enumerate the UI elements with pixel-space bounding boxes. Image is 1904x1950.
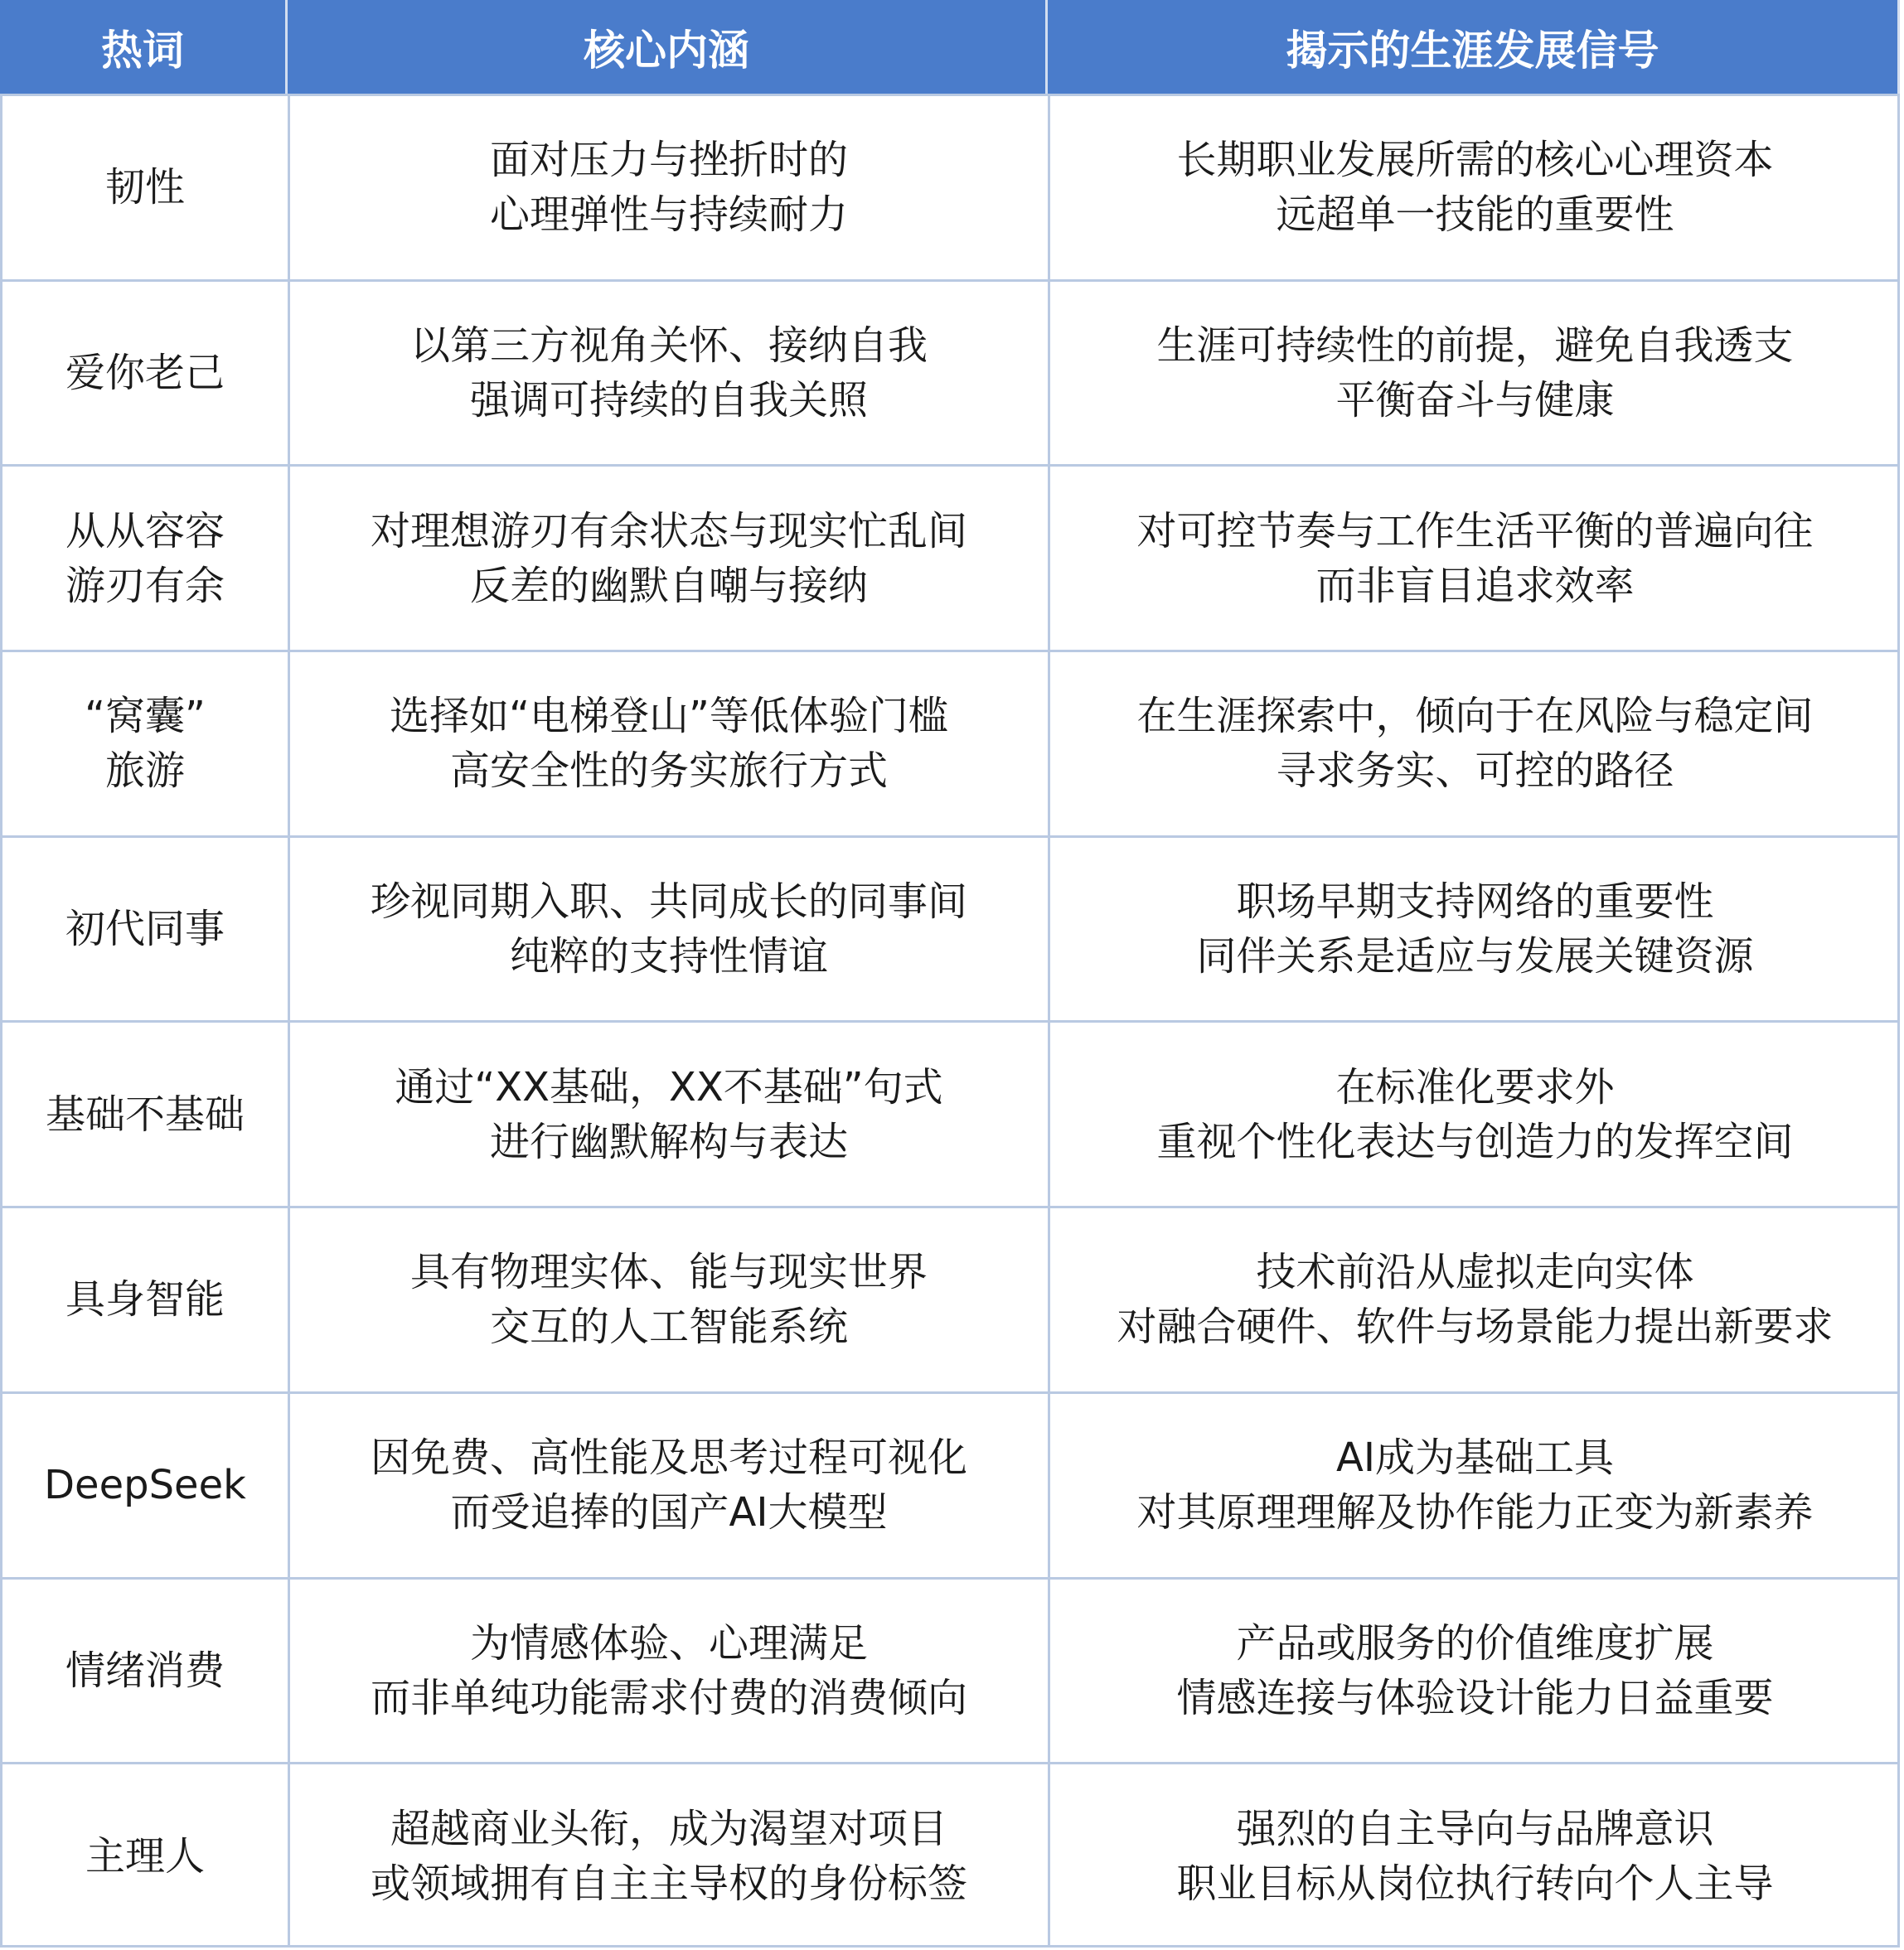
meaning-cell-line: 而非单纯功能需求付费的消费倾向 [370, 1674, 967, 1721]
meaning-cell-line: 心理弹性与持续耐力 [489, 191, 848, 239]
signal-cell-line: 情感连接与体验设计能力日益重要 [1176, 1674, 1774, 1721]
meaning-cell-line: 而受追捧的国产AI大模型 [450, 1489, 888, 1536]
term-cell [0, 1577, 288, 1763]
meaning-cell-line: 具有物理实体、能与现实世界 [409, 1249, 928, 1296]
signal-cell-line: 在标准化要求外 [1335, 1063, 1615, 1110]
meaning-cell-line: 或领域拥有自主主导权的身份标签 [370, 1860, 967, 1907]
term-cell-line: 从从容容 [65, 507, 225, 554]
meaning-cell-line: 进行幽默解构与表达 [489, 1118, 848, 1165]
term-cell [0, 650, 288, 835]
signal-cell-line: 对融合硬件、软件与场景能力提出新要求 [1117, 1304, 1834, 1351]
signal-cell [1048, 1020, 1900, 1206]
term-cell [0, 835, 288, 1021]
meaning-cell-line: 选择如“电梯登山”等低体验门槛 [390, 693, 948, 740]
meaning-cell-line: 对理想游刃有余状态与现实忙乱间 [370, 507, 967, 554]
header-signal: 揭示的生涯发展信号 [1048, 0, 1900, 94]
meaning-cell [288, 1020, 1048, 1206]
term-cell-line: “窝囊” [85, 693, 206, 740]
meaning-cell-line: 为情感体验、心理满足 [469, 1619, 868, 1667]
meaning-cell-line: 面对压力与挫折时的 [489, 137, 848, 184]
header-meaning: 核心内涵 [288, 0, 1048, 94]
signal-cell-line: 长期职业发展所需的核心心理资本 [1176, 137, 1774, 184]
meaning-cell [288, 835, 1048, 1021]
signal-cell-line: 技术前沿从虚拟走向实体 [1256, 1249, 1694, 1296]
meaning-cell-line: 交互的人工智能系统 [489, 1304, 848, 1351]
signal-cell [1048, 1577, 1900, 1763]
signal-cell-line: 对可控节奏与工作生活平衡的普遍向往 [1136, 507, 1814, 554]
signal-cell [1048, 650, 1900, 835]
signal-cell-line: 同伴关系是适应与发展关键资源 [1196, 933, 1754, 980]
term-cell [0, 94, 288, 279]
term-cell [0, 1020, 288, 1206]
signal-cell-line: 寻求务实、可控的路径 [1276, 748, 1674, 795]
signal-cell [1048, 835, 1900, 1021]
meaning-cell-line: 珍视同期入职、共同成长的同事间 [370, 878, 967, 926]
meaning-cell-line: 强调可持续的自我关照 [469, 377, 868, 424]
signal-cell-line: 而非盲目追求效率 [1315, 562, 1635, 609]
term-cell-line: 主理人 [85, 1832, 205, 1880]
meaning-cell [288, 1762, 1048, 1948]
meaning-cell [288, 94, 1048, 279]
signal-cell [1048, 279, 1900, 465]
signal-cell [1048, 94, 1900, 279]
signal-cell [1048, 1762, 1900, 1948]
meaning-cell-line: 通过“XX基础，XX不基础”句式 [395, 1063, 943, 1110]
term-cell [0, 1206, 288, 1391]
meaning-cell [288, 279, 1048, 465]
signal-cell-line: 对其原理理解及协作能力正变为新素养 [1136, 1489, 1814, 1536]
term-cell [0, 1391, 288, 1577]
signal-cell-line: 生涯可持续性的前提，避免自我透支 [1156, 322, 1794, 370]
signal-cell-line: 职业目标从岗位执行转向个人主导 [1176, 1860, 1774, 1907]
term-cell [0, 464, 288, 650]
meaning-cell [288, 650, 1048, 835]
term-cell-line: 游刃有余 [65, 562, 225, 609]
signal-cell [1048, 1391, 1900, 1577]
meaning-cell [288, 1391, 1048, 1577]
header-term: 热词 [0, 0, 288, 94]
term-cell-line: 旅游 [104, 748, 185, 795]
term-cell-line: 爱你老己 [65, 350, 225, 397]
term-cell-line: 基础不基础 [45, 1091, 245, 1138]
meaning-cell-line: 高安全性的务实旅行方式 [449, 748, 888, 795]
term-cell-line: 韧性 [104, 164, 185, 211]
signal-cell-line: 平衡奋斗与健康 [1335, 377, 1615, 424]
signal-cell-line: 远超单一技能的重要性 [1276, 191, 1674, 239]
signal-cell-line: AI成为基础工具 [1336, 1435, 1614, 1482]
meaning-cell-line: 纯粹的支持性情谊 [509, 933, 828, 980]
signal-cell-line: 在生涯探索中，倾向于在风险与稳定间 [1136, 693, 1814, 740]
term-cell [0, 1762, 288, 1948]
meaning-cell [288, 1206, 1048, 1391]
meaning-cell [288, 464, 1048, 650]
signal-cell-line: 强烈的自主导向与品牌意识 [1236, 1805, 1714, 1852]
term-cell-line: 具身智能 [65, 1276, 225, 1323]
meaning-cell-line: 因免费、高性能及思考过程可视化 [370, 1435, 967, 1482]
signal-cell [1048, 464, 1900, 650]
signal-cell [1048, 1206, 1900, 1391]
signal-cell-line: 职场早期支持网络的重要性 [1236, 878, 1714, 926]
term-cell-line: 情绪消费 [65, 1647, 225, 1694]
term-cell-line: 初代同事 [65, 906, 225, 953]
signal-cell-line: 产品或服务的价值维度扩展 [1236, 1619, 1714, 1667]
meaning-cell [288, 1577, 1048, 1763]
signal-cell-line: 重视个性化表达与创造力的发挥空间 [1156, 1118, 1794, 1165]
meaning-cell-line: 超越商业头衔，成为渴望对项目 [390, 1805, 947, 1852]
term-cell-line: DeepSeek [44, 1462, 246, 1509]
meaning-cell-line: 反差的幽默自嘲与接纳 [469, 562, 868, 609]
term-cell [0, 279, 288, 465]
meaning-cell-line: 以第三方视角关怀、接纳自我 [409, 322, 928, 370]
